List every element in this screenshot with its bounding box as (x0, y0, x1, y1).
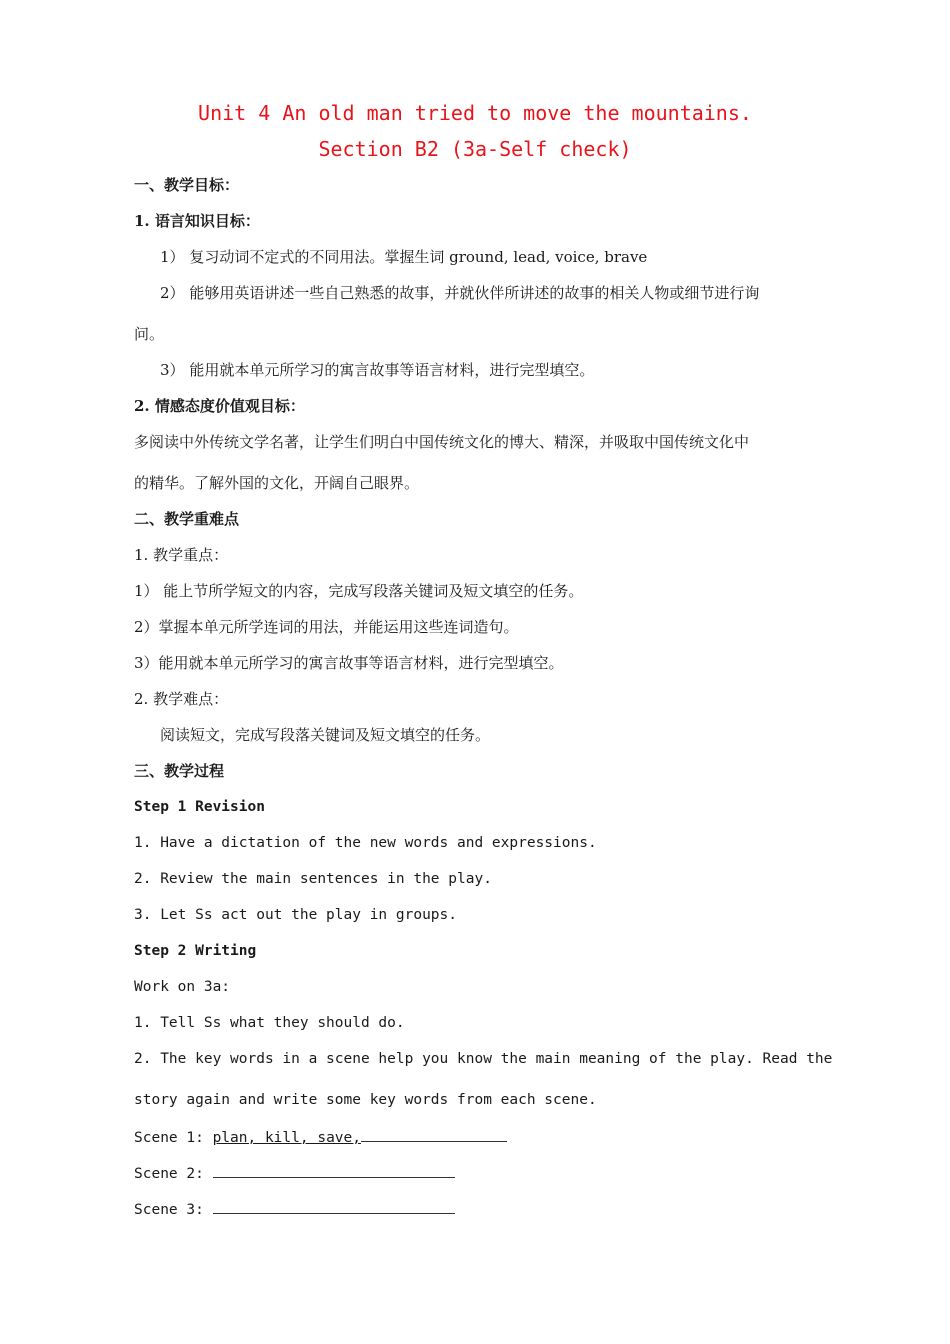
scene-label: Scene 2: (134, 1166, 204, 1182)
list-text: 能用就本单元所学习的寓言故事等语言材料，进行完型填空。 (189, 361, 595, 379)
difficulty-text: 阅读短文，完成写段落关键词及短文填空的任务。 (160, 726, 491, 744)
list-number: 1） (160, 248, 185, 266)
scene-label: Scene 3: (134, 1202, 204, 1218)
list-number: 2） (160, 284, 185, 302)
subheading-key-points: 1. 教学重点： (134, 546, 229, 564)
step-2-item: 1. Tell Ss what they should do. (134, 1015, 405, 1031)
key-point-2: 2）掌握本单元所学连词的用法，并能运用这些连词造句。 (134, 618, 519, 636)
paragraph-line: 多阅读中外传统文学名著，让学生们明白中国传统文化的博大、精深，并吸取中国传统文化中 (134, 433, 750, 451)
key-point-3: 3）能用就本单元所学习的寓言故事等语言材料，进行完型填空。 (134, 654, 564, 672)
list-item-1 (160, 247, 647, 267)
scene-3-row (134, 1198, 455, 1220)
section-heading-objectives: 一、教学目标： (134, 176, 240, 194)
section-heading-process: 三、教学过程 (134, 762, 225, 780)
step-2-heading: Step 2 Writing (134, 943, 257, 959)
scene-1-row (134, 1126, 507, 1148)
step-2-item: 2. The key words in a scene help you know the main meaning of the play. Read the (134, 1051, 833, 1067)
step-1-item: 1. Have a dictation of the new words and expressions. (134, 835, 597, 851)
step-2-item-continued: story again and write some key words from each scene. (134, 1092, 597, 1108)
step-1-item: 2. Review the main sentences in the play. (134, 871, 492, 887)
step-1-heading: Step 1 Revision (134, 799, 265, 815)
scene-label: Scene 1: (134, 1130, 204, 1146)
scene-2-row (134, 1162, 455, 1184)
paragraph-line: 的精华。了解外国的文化，开阔自己眼界。 (134, 474, 420, 492)
work-label: Work on 3a: (134, 979, 231, 995)
section-heading-key-points: 二、教学重难点 (134, 510, 240, 528)
document-title-line2: Section B2 (3a-Self check) (318, 137, 632, 161)
list-item-2 (160, 283, 759, 303)
subheading-difficulties: 2. 教学难点： (134, 690, 229, 708)
answer-blank (213, 1198, 455, 1214)
answer-blank (213, 1162, 455, 1178)
list-text: 复习动词不定式的不同用法。掌握生词 ground, lead, voice, brave (189, 248, 648, 266)
step-1-item: 3. Let Ss act out the play in groups. (134, 907, 458, 923)
subheading-values-goals: 2. 情感态度价值观目标： (134, 397, 305, 415)
key-point-1: 1） 能上节所学短文的内容，完成写段落关键词及短文填空的任务。 (134, 582, 584, 600)
answer-blank (361, 1126, 507, 1142)
list-text: 能够用英语讲述一些自己熟悉的故事，并就伙伴所讲述的故事的相关人物或细节进行询 (189, 284, 760, 302)
document-title-line1: Unit 4 An old man tried to move the mountains. (198, 101, 752, 125)
list-item-2-continued: 问。 (134, 325, 165, 343)
subheading-language-goals: 1. 语言知识目标： (134, 212, 260, 230)
list-item-3 (160, 360, 594, 380)
scene-1-answer: plan, kill, save, (212, 1130, 361, 1146)
list-number: 3） (160, 361, 185, 379)
